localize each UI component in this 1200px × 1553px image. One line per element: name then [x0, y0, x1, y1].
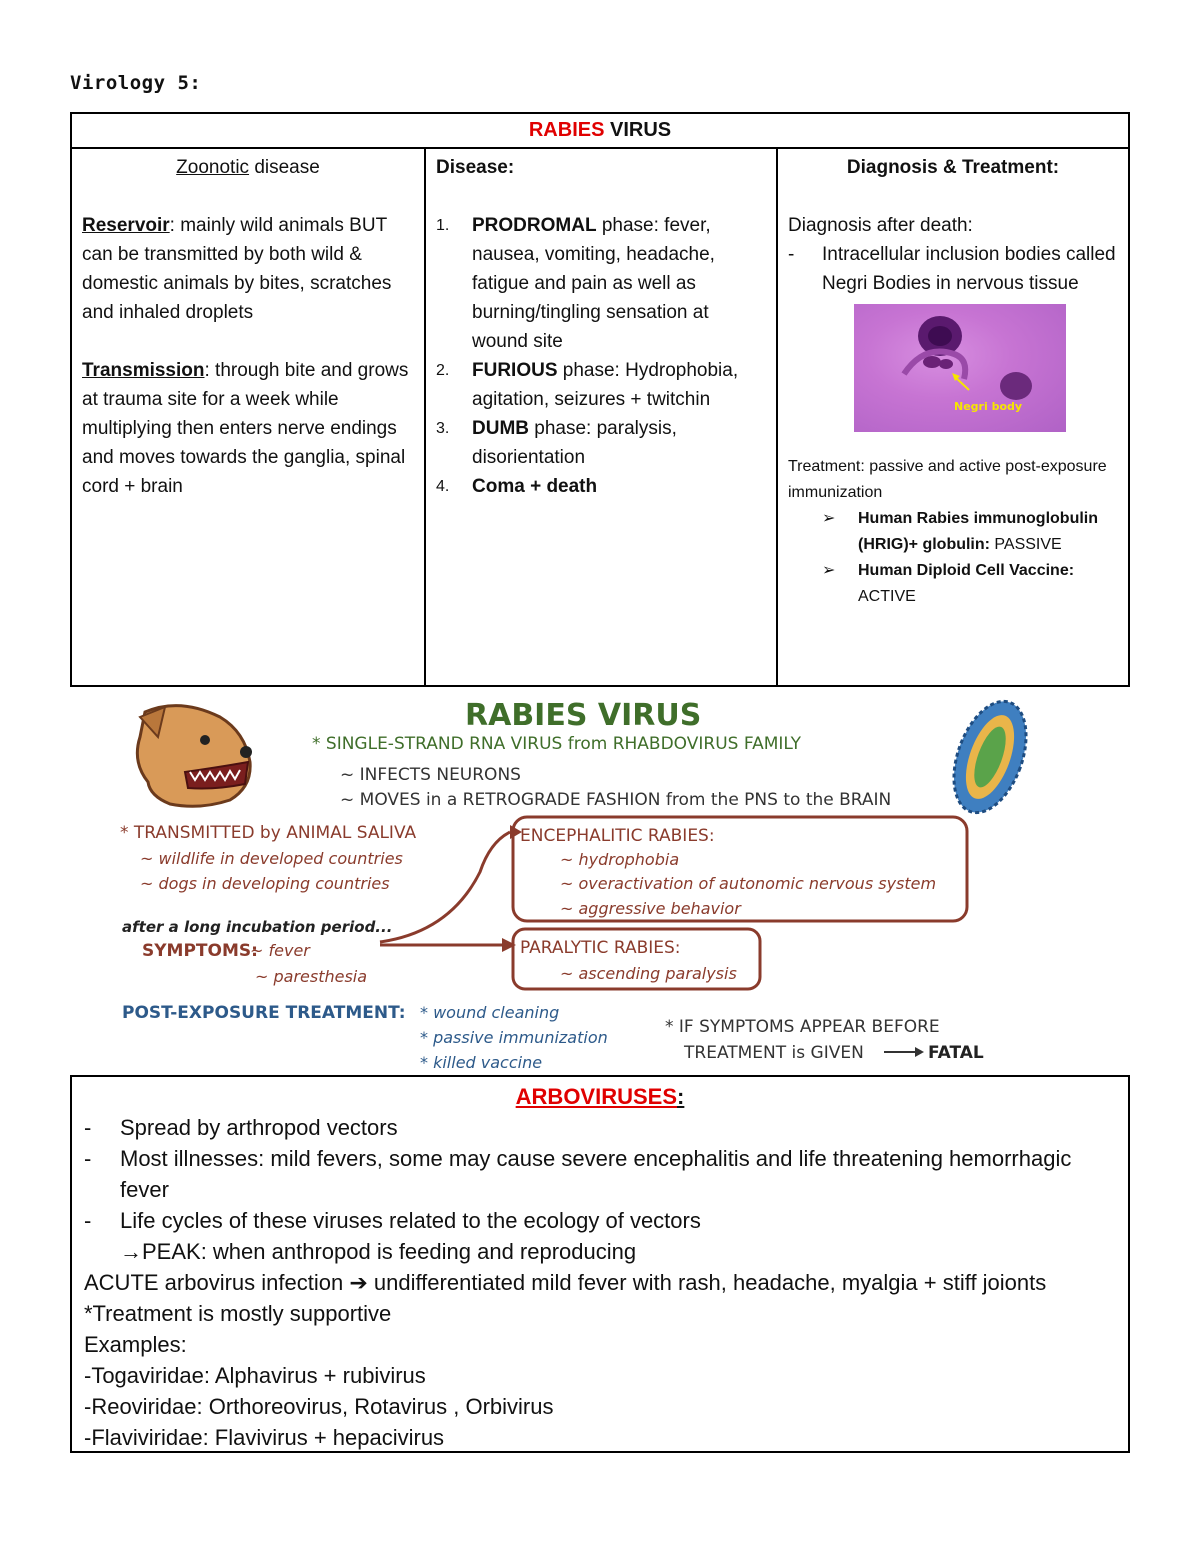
column-overview: [72, 149, 426, 685]
page-title: Virology 5:: [70, 72, 202, 94]
encephalitic-title: ENCEPHALITIC RABIES:: [520, 826, 715, 846]
diagnosis-point: Intracellular inclusion bodies called Negri Bodies in nervous tissue: [822, 244, 1116, 294]
fatal-line1: * IF SYMPTOMS APPEAR BEFORE: [665, 1017, 940, 1037]
arboviruses-box: [70, 1075, 1130, 1453]
arbo-title-colon: :: [677, 1084, 685, 1109]
fatal-word: FATAL: [928, 1043, 984, 1063]
rabies-virion-icon: [940, 692, 1040, 822]
phase-item: 3. DUMB phase: paralysis, disorientation: [436, 418, 677, 468]
arbo-examples-label: Examples:: [84, 1332, 187, 1357]
arbo-title: ARBOVIRUSES: [515, 1084, 678, 1109]
illus-transmitted: * TRANSMITTED by ANIMAL SALIVA: [120, 823, 417, 843]
arrow-bullet-icon: ➢: [822, 510, 836, 527]
post-passive: * passive immunization: [420, 1028, 608, 1047]
reservoir-text: : mainly wild animals BUT can be transmitted by both wild & domestic animals by bites, scratches and inhaled droplets: [82, 215, 392, 323]
negri-body-micrograph: [854, 304, 1066, 432]
phase-item: 2. FURIOUS phase: Hydrophobia, agitation, seizures + twitchin: [436, 360, 739, 410]
illus-line-retrograde: ~ MOVES in a RETROGRADE FASHION from the PNS to the BRAIN: [340, 790, 892, 810]
treatment-list: [788, 506, 1118, 610]
phase-item: 4. Coma + death: [436, 476, 598, 497]
transmission-text: : through bite and grows at trauma site for a week while multiplying then enters nerve endings and moves towards the ganglia, spinal cord + brain: [82, 360, 409, 497]
illus-line-neurons: ~ INFECTS NEURONS: [340, 765, 521, 785]
diagnosis-heading: Diagnosis & Treatment:: [846, 157, 1060, 178]
rabies-illustration: [70, 692, 1130, 1072]
arbo-example: -Togaviridae: Alphavirus + rubivirus: [84, 1363, 426, 1388]
illus-symptom-paresthesia: ~ paresthesia: [255, 967, 368, 986]
arbo-treatment: *Treatment is mostly supportive: [84, 1301, 392, 1326]
post-wound: * wound cleaning: [420, 1003, 560, 1022]
illus-line-rna: * SINGLE-STRAND RNA VIRUS from RHABDOVIRUS FAMILY: [312, 734, 801, 754]
arbo-acute: ACUTE arbovirus infection ➔ undifferentiated mild fever with rash, headache, myalgia + stiff joionts: [84, 1270, 1047, 1295]
arbo-bullet: - Life cycles of these viruses related to the ecology of vectors: [84, 1208, 701, 1233]
zoonotic-rest: disease: [249, 157, 320, 178]
arbo-peak: →PEAK: when anthropod is feeding and reproducing: [120, 1239, 637, 1264]
illus-dogs: ~ dogs in developing countries: [140, 874, 390, 893]
arbo-bullet: - Spread by arthropod vectors: [84, 1115, 398, 1140]
header-virus: VIRUS: [604, 119, 672, 141]
illus-incubation: after a long incubation period...: [122, 918, 393, 936]
table-header: [72, 114, 1128, 149]
transmission-label: Transmission: [82, 360, 205, 381]
par-ascending: ~ ascending paralysis: [560, 964, 737, 983]
negri-body-label: Negri body: [954, 400, 1023, 413]
diagnosis-intro: Diagnosis after death:: [788, 215, 973, 236]
arbo-example: -Flaviviridae: Flavivirus + hepacivirus: [84, 1425, 445, 1450]
treatment-item: ➢ Human Rabies immunoglobulin (HRIG)+ globulin: PASSIVE: [822, 506, 1118, 558]
arbo-bullet: - Most illnesses: mild fevers, some may cause severe encephalitis and life threatening hemorrhagic fever: [84, 1146, 1072, 1202]
treatment-item: ➢ Human Diploid Cell Vaccine: ACTIVE: [822, 558, 1118, 610]
phase-item: 1. PRODROMAL phase: fever, nausea, vomiting, headache, fatigue and pain as well as burning/tingling sensation at wound site: [436, 215, 715, 352]
fatal-line2: TREATMENT is GIVEN: [684, 1043, 864, 1063]
illus-wildlife: ~ wildlife in developed countries: [140, 849, 403, 868]
paralytic-title: PARALYTIC RABIES:: [520, 938, 681, 958]
illus-post-label: POST-EXPOSURE TREATMENT:: [122, 1003, 406, 1023]
dog-head-icon: [137, 706, 252, 807]
disease-heading: Disease:: [436, 157, 515, 178]
post-killed: * killed vaccine: [420, 1053, 543, 1072]
illustration-title: RABIES VIRUS: [465, 698, 702, 733]
illus-symptoms-label: SYMPTOMS:: [142, 941, 258, 961]
arrow-bullet-icon: ➢: [822, 562, 836, 579]
rabies-table: [70, 112, 1130, 687]
reservoir-label: Reservoir: [82, 215, 170, 236]
arbo-example: -Reoviridae: Orthoreovirus, Rotavirus , Orbivirus: [84, 1394, 554, 1419]
treatment-text: Treatment: passive and active post-exposure immunization: [788, 458, 1107, 501]
dash-marker: -: [788, 244, 795, 265]
enc-aggressive: ~ aggressive behavior: [560, 899, 741, 918]
disease-phase-list: [436, 211, 766, 501]
zoonotic-word: Zoonotic: [176, 157, 250, 178]
column-diagnosis: [778, 149, 1128, 685]
illus-symptom-fever: ~ fever: [250, 941, 310, 960]
header-rabies: RABIES: [528, 119, 605, 141]
enc-hydrophobia: ~ hydrophobia: [560, 850, 680, 869]
enc-overactivation: ~ overactivation of autonomic nervous system: [560, 874, 937, 893]
column-disease: [426, 149, 778, 685]
